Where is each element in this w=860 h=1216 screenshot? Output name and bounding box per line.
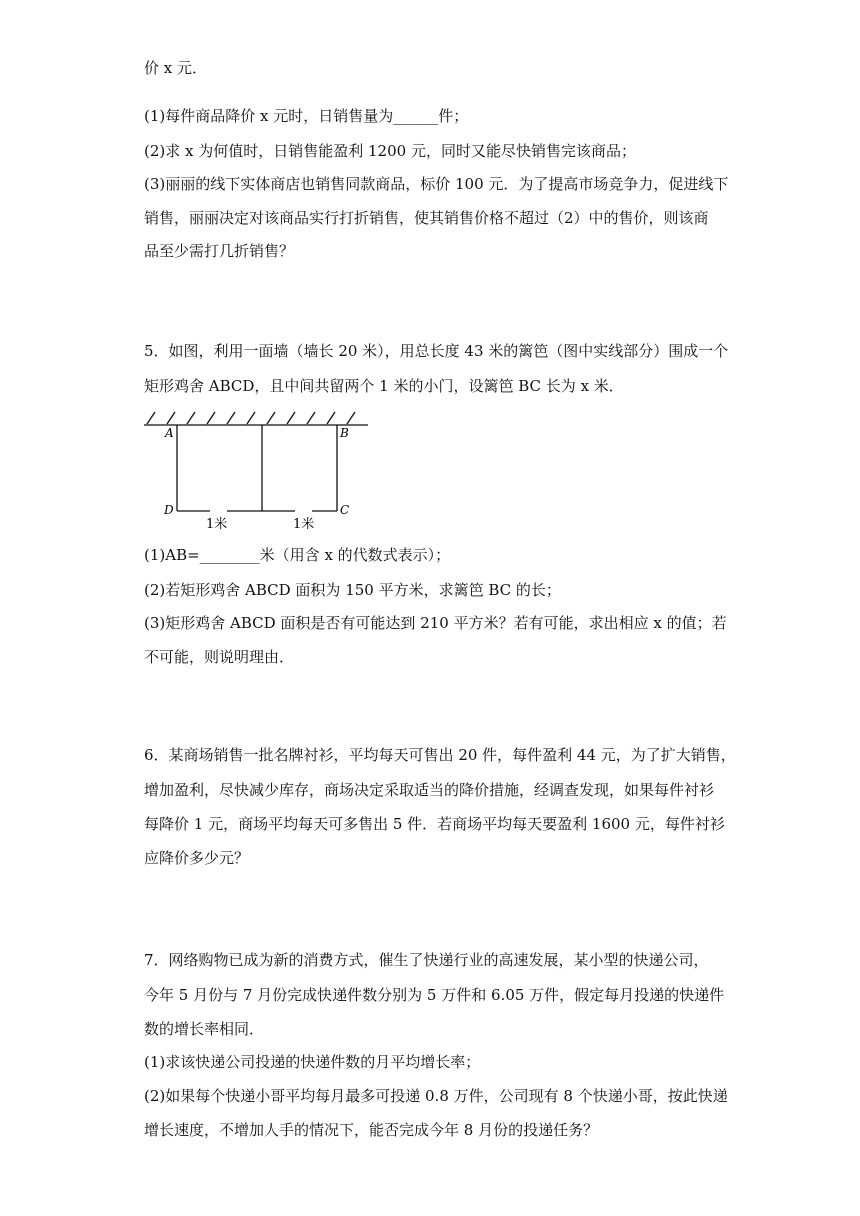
wall-hatching: [144, 412, 368, 425]
q5-stem-line-1: 5．如图，利用一面墙（墙长 20 米），用总长度 43 米的篱笆（图中实线部分）围成一个: [144, 342, 729, 360]
q6-stem-line-2: 增加盈利，尽快减少库存，商场决定采取适当的降价措施，经调查发现，如果每件衬衫: [144, 781, 715, 799]
q6-stem-line-3: 每降价 1 元，商场平均每天可多售出 5 件．若商场平均每天要盈利 1600 元，每件衬衫: [144, 815, 725, 833]
q4-part-3-line-2: 销售，丽丽决定对该商品实行打折销售，使其销售价格不超过（2）中的售价，则该商: [144, 209, 709, 227]
q6-stem-line-4: 应降价多少元？: [144, 849, 250, 867]
gate-2-label: 1米: [293, 517, 315, 532]
q7-stem-line-3: 数的增长率相同．: [144, 1020, 265, 1038]
vertex-d-label: D: [164, 503, 174, 517]
q4-part-3-line-3: 品至少需打几折销售？: [144, 242, 295, 260]
q7-stem-line-1: 7．网络购物已成为新的消费方式，催生了快递行业的高速发展，某小型的快递公司，: [144, 951, 709, 969]
q4-intro-tail: 价 x 元．: [144, 59, 207, 77]
vertex-a-label: A: [165, 426, 174, 440]
q4-part-2: (2)求 x 为何值时，日销售能盈利 1200 元，同时又能尽快销售完该商品；: [144, 142, 636, 160]
q4-part-3-line-1: (3)丽丽的线下实体商店也销售同款商品，标价 100 元．为了提高市场竞争力，促进线下: [144, 175, 729, 193]
q5-part-3-line-2: 不可能，则说明理由．: [144, 648, 295, 666]
chicken-coop-figure: [144, 408, 384, 536]
q7-stem-line-2: 今年 5 月份与 7 月份完成快递件数分别为 5 万件和 6.05 万件，假定每月投递的快递件: [144, 986, 725, 1004]
vertex-c-label: C: [340, 503, 350, 517]
q6-stem-line-1: 6．某商场销售一批名牌衬衫，平均每天可售出 20 件，每件盈利 44 元，为了扩大销售，: [144, 746, 736, 764]
q4-part-1: (1)每件商品降价 x 元时，日销售量为______件；: [144, 107, 469, 125]
vertex-b-label: B: [340, 426, 349, 440]
q5-part-3-line-1: (3)矩形鸡舍 ABCD 面积是否有可能达到 210 平方米？若有可能，求出相应 x 的值；若: [144, 614, 727, 632]
q7-part-2-line-2: 增长速度，不增加人手的情况下，能否完成今年 8 月份的投递任务？: [144, 1121, 599, 1139]
q5-part-2: (2)若矩形鸡舍 ABCD 面积为 150 平方米，求篱笆 BC 的长；: [144, 581, 561, 599]
q7-part-2-line-1: (2)如果每个快递小哥平均每月最多可投递 0.8 万件，公司现有 8 个快递小哥，按此快递: [144, 1087, 728, 1105]
q5-stem-line-2: 矩形鸡舍 ABCD，且中间共留两个 1 米的小门，设篱笆 BC 长为 x 米．: [144, 377, 624, 395]
q5-part-1: (1)AB=________米（用含 x 的代数式表示）；: [144, 546, 451, 564]
q7-part-1: (1)求该快递公司投递的快递件数的月平均增长率；: [144, 1053, 481, 1071]
fence-lines: [177, 425, 337, 511]
gate-1-label: 1米: [206, 517, 228, 532]
